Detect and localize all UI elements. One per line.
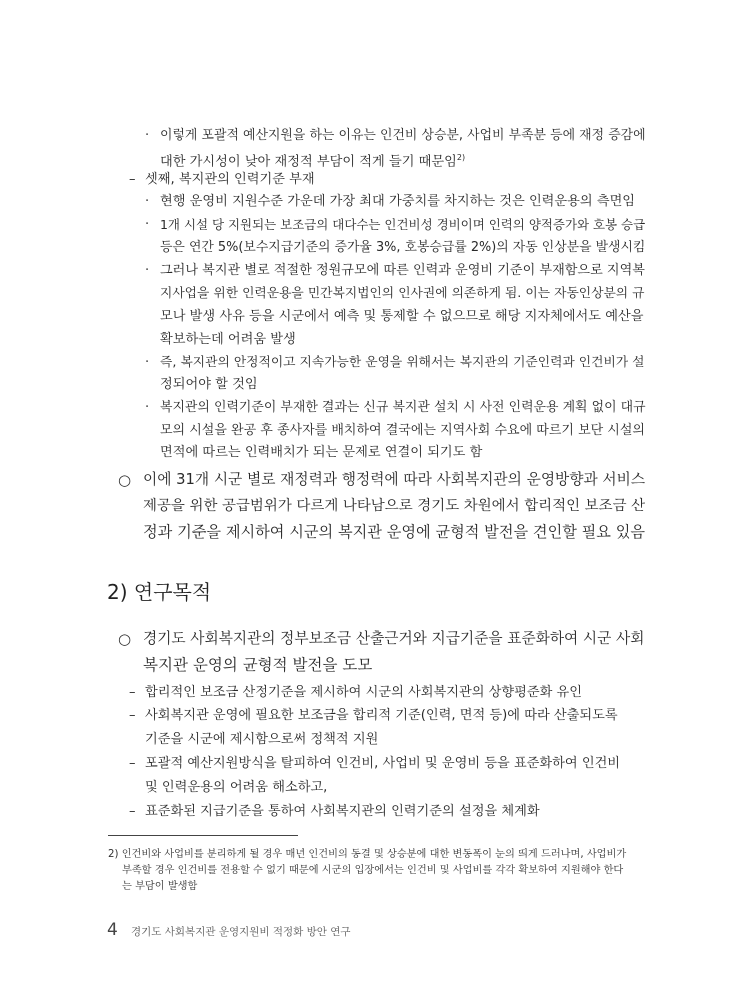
bullet-line: 현행 운영비 지원수준 가운데 가장 최대 가중치를 차지하는 것은 인력운용의 측면임 [160, 194, 636, 209]
circle-paragraph-line: 정과 기준을 제시하여 시군의 복지관 운영에 균형적 발전을 견인할 필요 있음 [143, 523, 646, 541]
footnote-line: 부족할 경우 인건비를 전용할 수 없기 때문에 시군의 입장에서는 인건비 및 사업비를 각각 확보하여 지원해야 한다 [122, 865, 624, 876]
bullet-marker: · [145, 128, 150, 143]
bullet-line: 그러나 복지관 별로 적절한 정원규모에 따른 인력과 운영비 기준이 부재함으로 지역복 [160, 263, 645, 278]
dash-item-line: 및 인력운용의 어려움 해소하고, [145, 780, 328, 795]
dash-item-line: 표준화된 지급기준을 통하여 사회복지관의 인력기준의 설정을 체계화 [145, 804, 540, 819]
dash-marker: – [129, 708, 136, 723]
bullet-line: 지사업을 위한 인력운용을 민간복지법인의 인사권에 의존하게 됨. 이는 자동인상분의 규 [160, 286, 645, 301]
bullet-marker: · [145, 217, 150, 232]
circle-paragraph-line: 복지관 운영의 균형적 발전을 도모 [143, 656, 373, 674]
dash-item-line: 사회복지관 운영에 필요한 보조금을 합리적 기준(인력, 면적 등)에 따라 산출되도록 [145, 708, 618, 723]
dash-marker: – [129, 172, 136, 187]
bullet-marker: · [145, 400, 150, 415]
bullet-line: 확보하는데 어려움 발생 [160, 332, 296, 347]
bullet-marker: · [145, 194, 150, 209]
bullet-line: 모나 발생 사유 등을 시군에서 예측 및 통제할 수 없으므로 해당 지자체에서도 예산을 [160, 309, 644, 324]
intro-bullet-line-1: 이렇게 포괄적 예산지원을 하는 이유는 인건비 상승분, 사업비 부족분 등에 재정 증감에 [160, 128, 646, 143]
bullet-line: 등은 연간 5%(보수지급기준의 증가율 3%, 호봉승급률 2%)의 자동 인상분을 발생시킴 [160, 240, 646, 255]
intro-bullet-line-2: 대한 가시성이 낮아 재정적 부담이 적게 들기 때문임$^{2)}$ [160, 153, 466, 170]
bullet-line: 복지관의 인력기준이 부재한 결과는 신규 복지관 설치 시 사전 인력운용 계획 없이 대규 [160, 400, 646, 415]
bullet-line: 1개 시설 당 지원되는 보조금의 대다수는 인건비성 경비이며 인력의 양적증가와 호봉 승급 [160, 217, 646, 232]
circle-marker: ○ [118, 630, 132, 648]
dash-marker: – [129, 756, 136, 771]
bullet-marker: · [145, 355, 150, 370]
running-title: 경기도 사회복지관 운영지원비 적정화 방안 연구 [131, 926, 351, 938]
circle-marker: ○ [118, 471, 132, 489]
circle-paragraph-line: 제공을 위한 공급범위가 다르게 나타남으로 경기도 차원에서 합리적인 보조금 산 [143, 498, 646, 514]
dash-item-line: 기준을 시군에 제시함으로써 정책적 지원 [145, 732, 379, 747]
bullet-line: 면적에 따르는 인력배치가 되는 문제로 연결이 되기도 함 [160, 445, 483, 460]
bullet-line: 정되어야 할 것임 [160, 377, 258, 392]
page-number: 4 [107, 920, 118, 940]
footnote-ref: 2) [456, 153, 466, 162]
footnote-divider [108, 835, 298, 836]
circle-paragraph-line: 이에 31개 시군 별로 재정력과 행정력에 따라 사회복지관의 운영방향과 서비스 [143, 471, 646, 488]
footnote-line: 는 부담이 발생함 [122, 881, 198, 892]
footnote-line: 2) 인건비와 사업비를 분리하게 될 경우 매년 인건비의 동결 및 상승분에 대한 변동폭이 눈의 띄게 드러나며, 사업비가 [108, 849, 627, 860]
dash-item-staffing: 셋째, 복지관의 인력기준 부재 [145, 172, 315, 187]
dash-marker: – [129, 804, 136, 819]
dash-marker: – [129, 685, 136, 700]
dash-item-line: 포괄적 예산지원방식을 탈피하여 인건비, 사업비 및 운영비 등을 표준화하여 인건비 [145, 756, 621, 771]
circle-paragraph-line: 경기도 사회복지관의 정부보조금 산출근거와 지급기준을 표준화하여 시군 사회 [143, 630, 645, 647]
bullet-line: 즉, 복지관의 안정적이고 지속가능한 운영을 위해서는 복지관의 기준인력과 인건비가 설 [160, 355, 645, 370]
dash-item-line: 합리적인 보조금 산정기준을 제시하여 시군의 사회복지관의 상향평준화 유인 [145, 685, 582, 700]
section-heading: 2) 연구목적 [107, 580, 212, 604]
bullet-marker: · [145, 263, 150, 278]
bullet-line: 모의 시설을 완공 후 종사자를 배치하여 결국에는 지역사회 수요에 따르기 보단 시설의 [160, 423, 645, 438]
